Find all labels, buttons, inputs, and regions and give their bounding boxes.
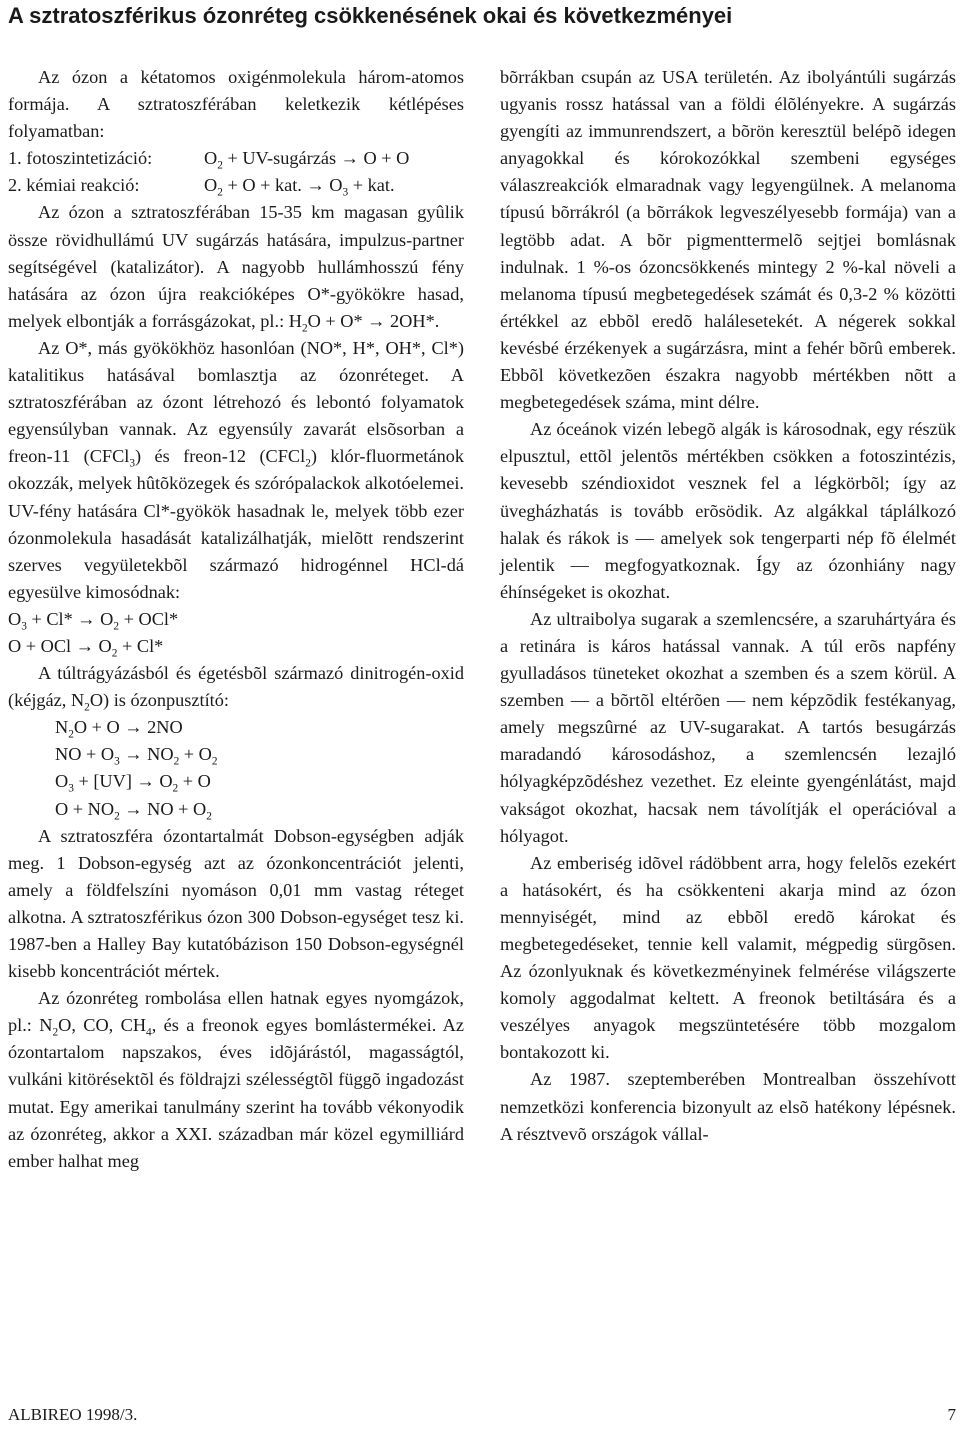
chlorine-equation-1: $O_3 + Cl* \to O_2 + OCl*$ (8, 608, 179, 633)
reaction-step-1: 1. fotoszintetizáció: $O_2$ + UV-sugárzás → O + O (8, 145, 464, 172)
skin-cancer-paragraph: bõrrákban csupán az USA területén. Az ibolyántúli sugárzás ugyanis rossz hatással van a földi élõlényekre. A sugárzás gyengíti az immunrendszert, a bõrön keresztül belépõ idegen anyagokkal és kórokozókkal szembeni egységes válaszreakciók elmaradnak vagy legyengülnek. A melanoma típusú bõrrákról (a bõrrákok legveszélyesebb formája) van a legtöbb adat. A bõr pigmenttermelõ sejtjei bomlásnak indulnak. 1 %-os ózoncsökkenés mintegy 2 %-kal növeli a melanoma típusú megbetegedések számát és 0,3-2 % közötti értékkel az ebbõl eredõ halálesetekét. A négerek sokkal kevésbé érzékenyek a sugárzásra, mint a fehér bõrû emberek. Ebbõl következõen északra nagyobb mértékben nõtt a megbetegedések száma, mint délre. (500, 67, 956, 413)
reaction-step-2: 2. kémiai reakció: $O_2 + O$ + kat. → $O_3$ + kat. (8, 172, 464, 199)
nitrous-oxide-paragraph: A túltrágyázásból és égetésbõl származó dinitrogén-oxid (kéjgáz, $N_2O$) is ózonpusztító: (8, 663, 464, 714)
nitrogen-equation-1: $N_2O + O \to 2NO$ (55, 717, 183, 741)
nitrous-oxide-text-a: A túltrágyázásból és égetésbõl származó dinitrogén-oxid (kéjgáz, (8, 663, 464, 711)
journal-issue: ALBIREO 1998/3. (8, 1405, 138, 1424)
radicals-text: Az O*, más gyökökhöz hasonlóan (NO*, H*, OH*, Cl*) katalitikus hatásával bomlasztja az ózonréteget. A sztratoszférában az ózont létrehozó és lebontó folyamatok egyensúlyban vannak. Az egyensúly zavarát elsõsorban a freon-11 (8, 337, 464, 467)
ozone-formation-paragraph: Az ózon a sztratoszférában 15-35 km magasan gyûlik össze rövidhullámú UV sugárzás hatására, impulzus-partner segítségével (katalizátor). A nagyobb hullámhosszú fény hatására az ózon újra reakcióképes O*-gyökökre hasad, melyek elbontják a forrásgázokat, pl.: $H_2O + O* \to 2OH*$. (8, 202, 464, 335)
ozone-formation-text: Az ózon a sztratoszférában 15-35 km magasan gyûlik össze rövidhullámú UV sugárzás hatására, impulzus-partner segítségével (katalizátor). A nagyobb hullámhosszú fény hatására az ózon újra reakcióképes O*-gyökökre hasad, melyek elbontják a forrásgázokat, pl.: (8, 202, 464, 331)
trace-gases-text-b: , és a freonok egyes bomlástermékei. Az ózontartalom napszakos, éves idõjárástól, magasságtól, vulkáni kitörésektõl és földrajzi szélességtõl függõ ingadozást mutat. Egy amerikai tanulmány szerint ha tovább vékonyodik az ózonréteg, akkor a XXI. században már közel egymilliárd ember halhat meg (8, 1015, 464, 1171)
reaction-step-2-label: 2. kémiai reakció: (8, 175, 140, 196)
radicals-paragraph: Az O*, más gyökökhöz hasonlóan (NO*, H*, OH*, Cl*) katalitikus hatásával bomlasztja az ózonréteget. A sztratoszférában az ózont létrehozó és lebontó folyamatok egyensúlyban vannak. Az egyensúly zavarát elsõsorban a freon-11 (CFCl$_3$) és freon-12 (CFCl$_2$) klór-fluormetánok okozzák, melyek hûtõközegek és szórópalackok alkotóelemei. UV-fény hatására Cl*-gyökök hasadnak le, melyek több ezer ózonmolekula hasadását katalizálhatják, mielõtt rendszerint szerves vegyületekbõl származó hidrogénnel HCl-dá egyesülve kimosódnak: (8, 337, 464, 602)
dobson-paragraph: A sztratoszféra ózontartalmát Dobson-egységben adják meg. 1 Dobson-egység azt az ózonkoncentrációt jelenti, amely a földfelszíni nyomáson 0,01 mm vastag réteget alkotna. A sztratoszférikus ózon 300 Dobson-egységet tesz ki. 1987-ben a Halley Bay kutatóbázison 150 Dobson-egységnél kisebb koncentrációt mértek. (8, 825, 464, 982)
page-number: 7 (947, 1405, 956, 1424)
eye-damage-paragraph: Az ultraibolya sugarak a szemlencsére, a szaruhártyára és a retinára is káros hatással vannak. A túl erõs napfény gyulladásos tüneteket okozhat a szemben és a szem körül. A szemben — a bõrtõl eltérõen — nem képzõdik festékanyag, amely megszûrné az UV-sugarakat. A tartós besugárzás maradandó károsodáshoz, a szemlencsén lezajló hólyagképzõdéshez vezethet. Ez eleinte gyengénlátást, majd vakságot okozhat, hacsak nem távolítják el operációval a hólyagot. (500, 608, 956, 846)
freon-text: okozzák, melyek hûtõközegek és szórópalackok alkotóelemei. UV-fény hatására Cl*-gyökök hasadnak le, melyek több ezer ózonmolekula hasadását katalizálhatják, mielõtt rendszerint szerves vegyületekbõl származó hidrogénnel HCl-dá egyesülve kimosódnak: (8, 473, 464, 602)
nitrogen-equation-4: $O + NO_2$ → NO + $O_2$ (55, 798, 212, 822)
nitrogen-equation-2: NO + $O_3 \to NO_2 + O_2$ (55, 744, 218, 768)
nitrogen-equation-3: $O_3 + [UV] \to O_2 + O$ (55, 771, 211, 795)
reaction-step-1-label: 1. fotoszintetizáció: (8, 148, 153, 169)
nitrous-oxide-text-b: O) is ózonpusztító: (89, 690, 229, 711)
algae-paragraph: Az óceánok vizén lebegõ algák is károsodnak, egy részük elpusztul, ettõl jelentõs mértékben csökken a fotoszintézis, kevesebb széndioxidot vesznek fel a légkörbõl; így az üvegházhatás is tovább erõsödik. Az algákkal táplálkozó halak és rákok is — amelyek sok tengerparti nép fõ élelmét jelentik — megfogyatkoznak. Így az ózonhiány nagy éhínségeket is okozhat. (500, 419, 956, 602)
chlorine-equation-2: O + OCl → $O_2 + Cl*$ (8, 635, 164, 660)
intro-paragraph: Az ózon a kétatomos oxigénmolekula három-atomos formája. A sztratoszférában keletkezik kétlépéses folyamatban: (8, 67, 464, 142)
right-column (500, 64, 956, 1148)
page-title: A sztratoszférikus ózonréteg csökkenésének okai és következményei (8, 3, 733, 28)
responsibility-paragraph: Az emberiség idõvel rádöbbent arra, hogy felelõs ezekért a hatásokért, és ha csökkenteni akarja mind az ózon mennyiségét, mind az ebbõl eredõ károkat és megbetegedéseket, tennie kell valamit, mégpedig sürgõsen. Az ózonlyuknak és következményinek felmérése világszerte komoly aggodalmat keltett. A freonok betiltására és a veszélyes anyagok megszüntetésére több mozgalom bontakozott ki. (500, 852, 956, 1063)
trace-gases-paragraph: Az ózonréteg rombolása ellen hatnak egyes nyomgázok, pl.: $N_2O$, CO, $CH_4$, és a freonok egyes bomlástermékei. Az ózontartalom napszakos, éves idõjárástól, magasságtól, vulkáni kitörésektõl és földrajzi szélességtõl függõ ingadozást mutat. Egy amerikai tanulmány szerint ha tovább vékonyodik az ózonréteg, akkor a XXI. században már közel egymilliárd ember halhat meg (8, 988, 464, 1171)
left-column (8, 64, 464, 1175)
montreal-paragraph: Az 1987. szeptemberében Montrealban összehívott nemzetközi konferencia bizonyult az elsõ hatékony lépésnek. A résztvevõ országok vállal- (500, 1069, 956, 1144)
trace-gases-text-a: Az ózonréteg rombolása ellen hatnak egyes nyomgázok, pl.: (8, 988, 464, 1036)
